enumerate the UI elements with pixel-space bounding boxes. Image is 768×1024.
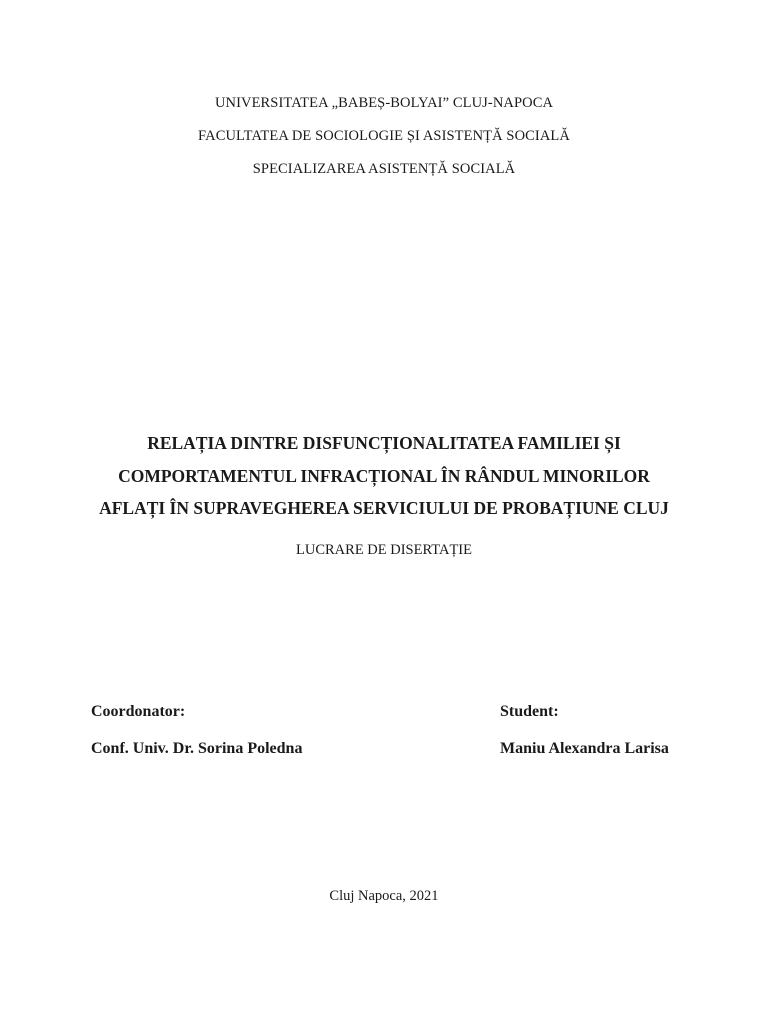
faculty-name: FACULTATEA DE SOCIOLOGIE ȘI ASISTENȚĂ SOCIALĂ [198,128,570,144]
specialization-name: SPECIALIZAREA ASISTENȚĂ SOCIALĂ [252,161,516,177]
thesis-type: LUCRARE DE DISERTAȚIE [296,542,472,558]
university-name: UNIVERSITATEA „BABEȘ-BOLYAI” CLUJ-NAPOCA [214,95,554,111]
place-and-year: Cluj Napoca, 2021 [329,888,439,904]
thesis-title-line-2: COMPORTAMENTUL INFRACȚIONAL ÎN RÂNDUL MINORILOR [118,466,650,486]
student-label: Student: [500,703,559,720]
thesis-title-line-3: AFLAȚI ÎN SUPRAVEGHEREA SERVICIULUI DE PROBAȚIUNE CLUJ [99,498,669,518]
thesis-title-line-1: RELAȚIA DINTRE DISFUNCȚIONALITATEA FAMILIEI ȘI [147,433,621,453]
student-name: Maniu Alexandra Larisa [500,740,669,757]
coordinator-name: Conf. Univ. Dr. Sorina Poledna [91,740,303,757]
coordinator-label: Coordonator: [91,703,186,720]
